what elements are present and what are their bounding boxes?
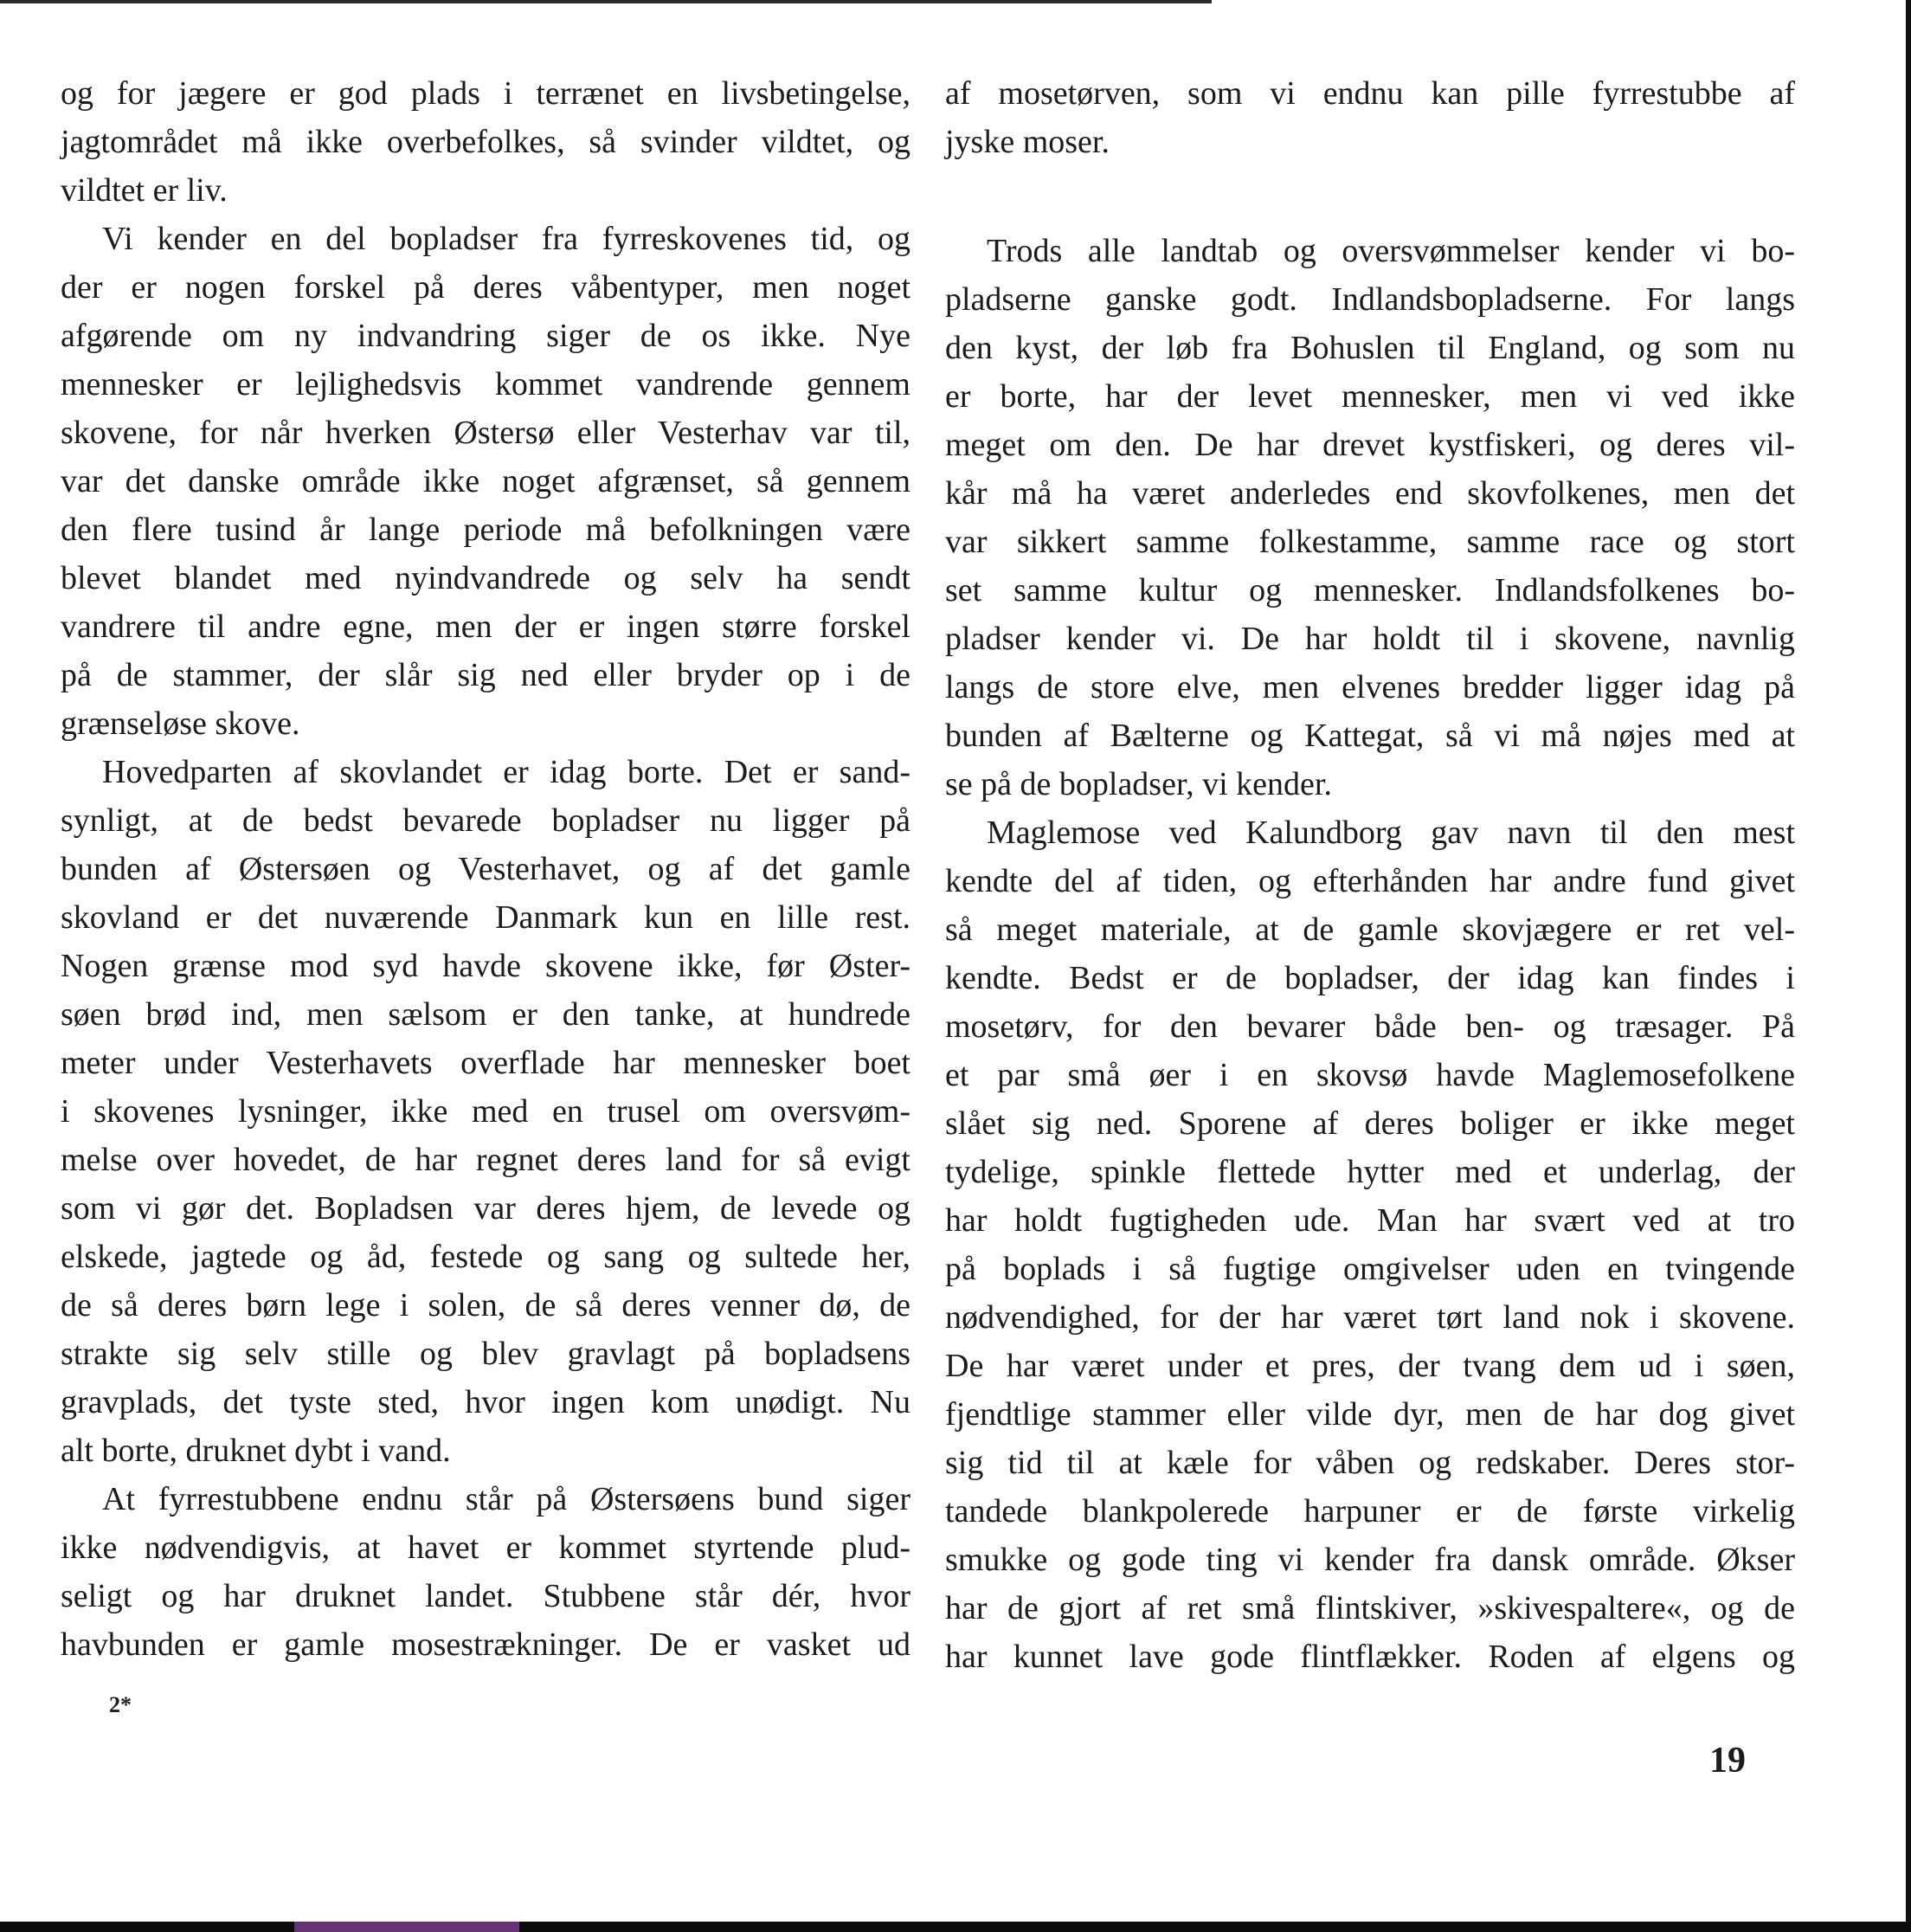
- text-line: synligt, at de bedst bevarede bopladser nu ligger på: [61, 802, 910, 839]
- paragraph-start-line: Vi kender en del bopladser fra fyrreskovenes tid, og: [102, 221, 910, 257]
- text-line: er borte, har der levet mennesker, men vi ved ikke: [945, 378, 1795, 415]
- text-line: tydelige, spinkle flettede hytter med et underlag, der: [945, 1154, 1795, 1190]
- text-line: mosetørv, for den bevarer både ben- og træsager. På: [945, 1008, 1795, 1045]
- text-line: bunden af Østersøen og Vesterhavet, og af det gamle: [61, 851, 910, 887]
- text-line: fjendtlige stammer eller vilde dyr, men de har dog givet: [945, 1396, 1795, 1433]
- text-line: som vi gør det. Bopladsen var deres hjem, de levede og: [61, 1190, 910, 1227]
- text-line: strakte sig selv stille og blev gravlagt på bopladsens: [61, 1336, 910, 1372]
- text-line: et par små øer i en skovsø havde Maglemosefolkene: [945, 1057, 1795, 1093]
- paragraph-start-line: Trods alle landtab og oversvømmelser kender vi bo-: [987, 233, 1795, 269]
- text-line: har kunnet lave gode flintflækker. Roden af elgens og: [945, 1639, 1795, 1675]
- page-bottom-accent: [294, 1922, 519, 1932]
- text-line: kår må ha været anderledes end skovfolkenes, men det: [945, 475, 1795, 512]
- text-line: af mosetørven, som vi endnu kan pille fyrrestubbe af: [945, 75, 1795, 112]
- text-line: vandrere til andre egne, men der er ingen større forskel: [61, 609, 910, 645]
- text-line: elskede, jagtede og åd, festede og sang og sultede her,: [61, 1239, 910, 1275]
- text-line: slået sig ned. Sporene af deres boliger er ikke meget: [945, 1105, 1795, 1142]
- text-line: jagtområdet må ikke overbefolkes, så svinder vildtet, og: [61, 124, 910, 160]
- page-bottom-edge: [0, 1922, 1911, 1932]
- text-line: så meget materiale, at de gamle skovjægere er ret vel-: [945, 911, 1795, 948]
- text-line: skovene, for når hverken Østersø eller Vesterhav var til,: [61, 415, 910, 451]
- signature-mark: 2*: [109, 1692, 132, 1717]
- text-line: Nogen grænse mod syd havde skovene ikke, før Øster-: [61, 948, 910, 984]
- text-line: sig tid til at kæle for våben og redskaber. Deres stor-: [945, 1445, 1795, 1481]
- paragraph-start-line: Maglemose ved Kalundborg gav navn til den mest: [987, 815, 1795, 851]
- text-line: seligt og har druknet landet. Stubbene står dér, hvor: [61, 1578, 910, 1614]
- text-line: og for jægere er god plads i terrænet en livsbetingelse,: [61, 75, 910, 112]
- text-line: bunden af Bælterne og Kattegat, så vi må nøjes med at: [945, 718, 1795, 754]
- text-line: mennesker er lejlighedsvis kommet vandrende gennem: [61, 366, 910, 402]
- text-line: pladser kender vi. De har holdt til i skovene, navnlig: [945, 621, 1795, 657]
- text-line: langs de store elve, men elvenes bredder ligger idag på: [945, 669, 1795, 705]
- text-line: jyske moser.: [945, 124, 1110, 160]
- text-line: alt borte, druknet dybt i vand.: [61, 1433, 451, 1469]
- right-text-column: [945, 69, 1795, 1681]
- text-line: afgørende om ny indvandring siger de os ikke. Nye: [61, 318, 910, 354]
- text-line: den flere tusind år lange periode må befolkningen være: [61, 512, 910, 548]
- text-line: meter under Vesterhavets overflade har mennesker boet: [61, 1045, 910, 1081]
- page-number: 19: [1709, 1741, 1746, 1781]
- text-line: havbunden er gamle mosestrækninger. De er vasket ud: [61, 1626, 910, 1663]
- text-line: De har været under et pres, der tvang dem ud i søen,: [945, 1348, 1795, 1384]
- paragraph-start-line: At fyrrestubbene endnu står på Østersøens bund siger: [102, 1481, 910, 1517]
- text-line: blevet blandet med nyindvandrede og selv ha sendt: [61, 560, 910, 596]
- text-line: melse over hovedet, de har regnet deres land for så evigt: [61, 1142, 910, 1178]
- text-line: grænseløse skove.: [61, 705, 300, 742]
- text-line: der er nogen forskel på deres våbentyper, men noget: [61, 269, 910, 306]
- text-line: se på de bopladser, vi kender.: [945, 766, 1332, 802]
- text-line: gravplads, det tyste sted, hvor ingen kom unødigt. Nu: [61, 1384, 910, 1420]
- text-line: set samme kultur og mennesker. Indlandsfolkenes bo-: [945, 572, 1795, 609]
- page-top-edge: [0, 0, 1212, 3]
- text-line: tandede blankpolerede harpuner er de første virkelig: [945, 1493, 1795, 1530]
- text-line: ikke nødvendigvis, at havet er kommet styrtende plud-: [61, 1530, 910, 1566]
- text-line: den kyst, der løb fra Bohuslen til England, og som nu: [945, 330, 1795, 366]
- text-line: skovland er det nuværende Danmark kun en lille rest.: [61, 899, 910, 936]
- text-line: pladserne ganske godt. Indlandsbopladserne. For langs: [945, 281, 1795, 318]
- paragraph-start-line: Hovedparten af skovlandet er idag borte. Det er sand-: [102, 754, 910, 790]
- text-line: vildtet er liv.: [61, 172, 228, 209]
- text-line: har de gjort af ret små flintskiver, »skivespaltere«, og de: [945, 1590, 1795, 1626]
- text-line: meget om den. De har drevet kystfiskeri, og deres vil-: [945, 427, 1795, 463]
- text-line: var det danske område ikke noget afgrænset, så gennem: [61, 463, 910, 499]
- text-line: nødvendighed, for der har været tørt land nok i skovene.: [945, 1299, 1795, 1336]
- text-line: søen brød ind, men sælsom er den tanke, at hundrede: [61, 996, 910, 1033]
- text-line: kendte del af tiden, og efterhånden har andre fund givet: [945, 863, 1795, 899]
- text-line: kendte. Bedst er de bopladser, der idag kan findes i: [945, 960, 1795, 996]
- left-text-column: [61, 69, 910, 1669]
- text-line: på de stammer, der slår sig ned eller bryder op i de: [61, 657, 910, 693]
- text-line: de så deres børn lege i solen, de så deres venner dø, de: [61, 1287, 910, 1323]
- page-right-edge: [1906, 0, 1911, 1932]
- text-line: har holdt fugtigheden ude. Man har svært ved at tro: [945, 1202, 1795, 1239]
- text-line: i skovenes lysninger, ikke med en trusel om oversvøm-: [61, 1093, 910, 1130]
- text-line: på boplads i så fugtige omgivelser uden en tvingende: [945, 1251, 1795, 1287]
- text-line: smukke og gode ting vi kender fra dansk område. Økser: [945, 1542, 1795, 1578]
- text-line: var sikkert samme folkestamme, samme race og stort: [945, 524, 1795, 560]
